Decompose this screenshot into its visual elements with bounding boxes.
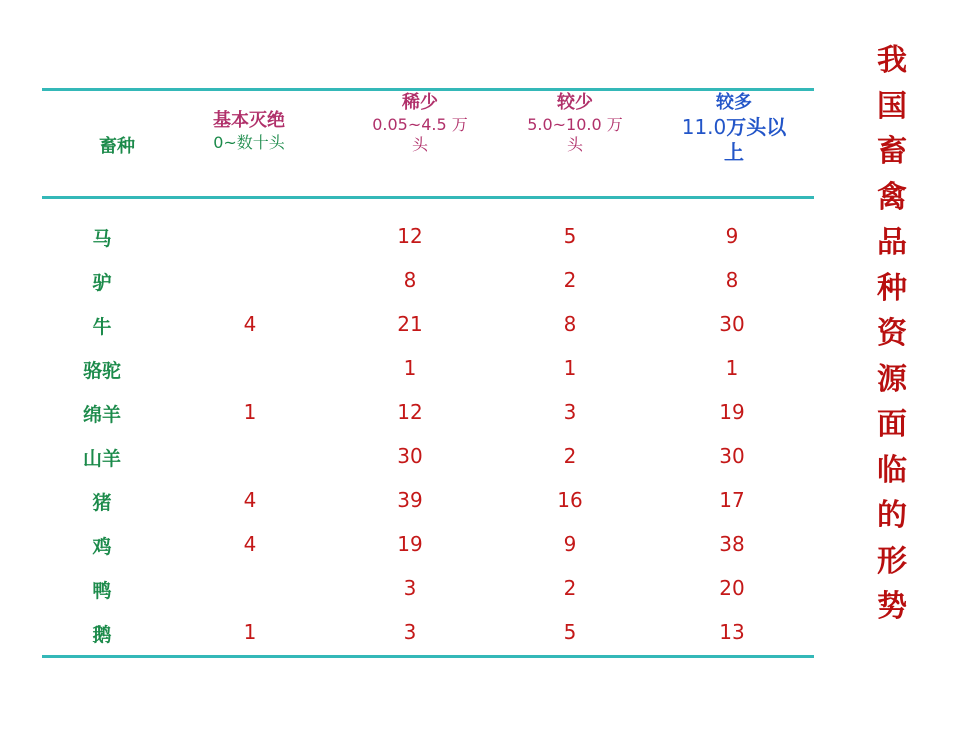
table-top-rule bbox=[42, 88, 814, 91]
cell-few: 2 bbox=[563, 268, 577, 292]
cell-extinct: 4 bbox=[243, 532, 257, 556]
table-row bbox=[42, 312, 814, 356]
cell-rare: 3 bbox=[403, 576, 417, 600]
table-row bbox=[42, 224, 814, 268]
header-few bbox=[500, 92, 650, 155]
title-char: 临 bbox=[877, 452, 907, 488]
row-name: 山羊 bbox=[82, 448, 121, 470]
title-char: 我 bbox=[877, 43, 907, 78]
cell-few: 2 bbox=[563, 576, 577, 600]
cell-rare: 39 bbox=[397, 488, 423, 512]
cell-extinct: 1 bbox=[243, 620, 257, 644]
cell-few: 8 bbox=[563, 312, 577, 336]
title-char: 畜 bbox=[877, 134, 907, 169]
table-row bbox=[42, 400, 814, 444]
header-extinct-title: 基本灭绝 bbox=[213, 110, 285, 131]
cell-rare: 3 bbox=[403, 620, 417, 644]
header-rare-title: 稀少 bbox=[402, 92, 438, 113]
header-few-title: 较少 bbox=[557, 92, 593, 113]
cell-many: 30 bbox=[719, 444, 745, 468]
cell-many: 13 bbox=[719, 620, 745, 644]
cell-few: 3 bbox=[563, 400, 577, 424]
header-many-suffix: 上 bbox=[724, 139, 744, 164]
cell-rare: 1 bbox=[403, 356, 417, 380]
table-row bbox=[42, 268, 814, 312]
row-name: 鸭 bbox=[92, 580, 112, 602]
cell-few: 5 bbox=[563, 224, 577, 248]
title-char: 的 bbox=[877, 498, 907, 533]
header-many-number: 11.0 bbox=[681, 114, 727, 139]
title-char: 源 bbox=[877, 361, 907, 397]
header-rare-range: 0.05~4.5 万 bbox=[372, 114, 468, 134]
cell-many: 38 bbox=[719, 532, 745, 556]
header-breed: 畜种 bbox=[99, 136, 135, 157]
row-name: 鹅 bbox=[92, 624, 112, 646]
cell-many: 19 bbox=[719, 400, 745, 424]
cell-few: 16 bbox=[557, 488, 583, 512]
header-rare bbox=[340, 92, 500, 155]
table-row bbox=[42, 444, 814, 488]
title-char: 国 bbox=[877, 88, 907, 124]
row-name: 猪 bbox=[92, 492, 112, 514]
table-bottom-rule bbox=[42, 655, 814, 658]
cell-extinct: 4 bbox=[243, 312, 257, 336]
cell-rare: 21 bbox=[397, 312, 423, 336]
table-row bbox=[42, 356, 814, 400]
cell-few: 1 bbox=[563, 356, 577, 380]
cell-many: 30 bbox=[719, 312, 745, 336]
cell-rare: 12 bbox=[397, 224, 423, 248]
cell-extinct: 4 bbox=[243, 488, 257, 512]
cell-few: 9 bbox=[563, 532, 577, 556]
cell-rare: 30 bbox=[397, 444, 423, 468]
row-name: 驴 bbox=[92, 272, 112, 294]
table-row bbox=[42, 532, 814, 576]
cell-few: 2 bbox=[563, 444, 577, 468]
title-char: 势 bbox=[877, 589, 907, 624]
header-many-range bbox=[654, 115, 814, 140]
cell-extinct: 1 bbox=[243, 400, 257, 424]
header-many bbox=[654, 92, 814, 165]
cell-many: 17 bbox=[719, 488, 745, 512]
title-char: 面 bbox=[877, 407, 907, 442]
cell-rare: 8 bbox=[403, 268, 417, 292]
title-char: 禽 bbox=[877, 179, 907, 215]
header-many-unit: 万头以 bbox=[726, 114, 787, 139]
header-rare-unit: 头 bbox=[411, 134, 428, 154]
table-header-rule bbox=[42, 196, 814, 199]
table-row bbox=[42, 576, 814, 620]
row-name: 牛 bbox=[92, 316, 112, 338]
title-char: 种 bbox=[877, 270, 907, 306]
cell-many: 8 bbox=[725, 268, 739, 292]
row-name: 绵羊 bbox=[82, 404, 121, 426]
header-extinct-range: 0~数十头 bbox=[213, 132, 285, 152]
vertical-title bbox=[862, 38, 922, 630]
header-few-unit: 头 bbox=[566, 134, 583, 154]
header-few-range: 5.0~10.0 万 bbox=[527, 114, 623, 134]
row-name: 鸡 bbox=[92, 536, 112, 558]
title-char: 形 bbox=[877, 543, 907, 579]
header-many-title: 较多 bbox=[716, 92, 752, 113]
header-extinct bbox=[184, 110, 314, 153]
cell-few: 5 bbox=[563, 620, 577, 644]
cell-many: 1 bbox=[725, 356, 739, 380]
row-name: 马 bbox=[92, 228, 112, 250]
cell-rare: 19 bbox=[397, 532, 423, 556]
title-char: 资 bbox=[877, 316, 907, 351]
title-char: 品 bbox=[877, 225, 907, 260]
cell-rare: 12 bbox=[397, 400, 423, 424]
row-name: 骆驼 bbox=[82, 360, 121, 382]
table-row bbox=[42, 488, 814, 532]
cell-many: 20 bbox=[719, 576, 745, 600]
cell-many: 9 bbox=[725, 224, 739, 248]
